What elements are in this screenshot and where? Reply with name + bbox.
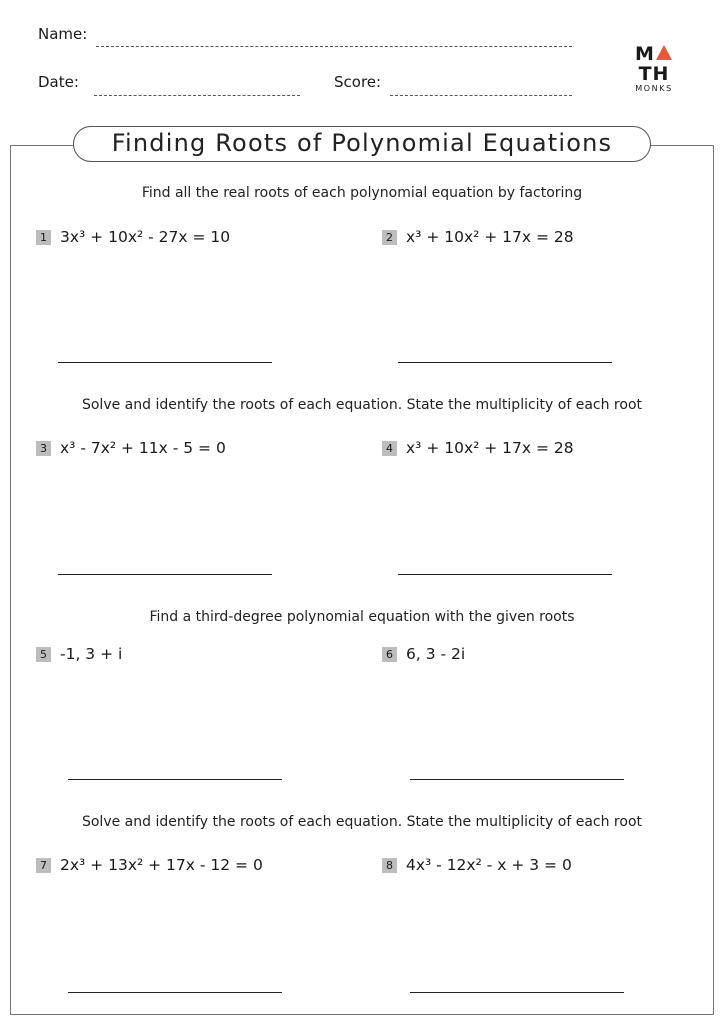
answer-line-8[interactable] [410,992,624,993]
logo-text-left: M [635,43,655,65]
problem-expression: 3x³ + 10x² - 27x = 10 [60,228,231,246]
date-field[interactable] [94,95,300,96]
section-4-instruction: Solve and identify the roots of each equation. State the multiplicity of each root [81,814,643,830]
score-field[interactable] [390,95,572,96]
answer-line-2[interactable] [398,362,612,363]
problem-number-badge: 4 [382,441,397,456]
problem-number-badge: 8 [382,858,397,873]
problem-expression: x³ + 10x² + 17x = 28 [406,439,574,457]
problem-number-badge: 2 [382,230,397,245]
problem-expression: 2x³ + 13x² + 17x - 12 = 0 [60,856,263,874]
problem-number-badge: 3 [36,441,51,456]
logo-text-right: TH [638,63,670,85]
problem-5 [36,645,122,663]
problem-number-badge: 1 [36,230,51,245]
problem-number-badge: 6 [382,647,397,662]
math-monks-logo [622,44,686,94]
worksheet-frame [10,145,714,1015]
date-label: Date: [38,73,79,91]
problem-number-badge: 5 [36,647,51,662]
answer-line-5[interactable] [68,779,282,780]
problem-7 [36,856,263,874]
section-1-instruction: Find all the real roots of each polynomial equation by factoring [141,185,583,201]
problem-expression: 4x³ - 12x² - x + 3 = 0 [406,856,572,874]
name-field[interactable] [96,46,572,47]
problem-expression: x³ + 10x² + 17x = 28 [406,228,574,246]
section-3-instruction: Find a third-degree polynomial equation with the given roots [149,609,575,625]
problem-number-badge: 7 [36,858,51,873]
problem-expression: x³ - 7x² + 11x - 5 = 0 [60,439,226,457]
problem-1 [36,228,230,246]
problem-8 [382,856,572,874]
answer-line-3[interactable] [58,574,272,575]
answer-line-6[interactable] [410,779,624,780]
answer-line-4[interactable] [398,574,612,575]
problem-3 [36,439,226,457]
problem-6 [382,645,465,663]
problem-expression: -1, 3 + i [60,645,123,663]
name-label: Name: [38,25,88,43]
logo-triangle-icon [656,45,672,60]
problem-expression: 6, 3 - 2i [406,645,466,663]
section-2-instruction: Solve and identify the roots of each equation. State the multiplicity of each root [81,397,643,413]
answer-line-7[interactable] [68,992,282,993]
problem-2 [382,228,574,246]
answer-line-1[interactable] [58,362,272,363]
logo-subtext: MONKS [635,84,673,93]
score-label: Score: [334,73,382,91]
worksheet-title: Finding Roots of Polynomial Equations [73,126,651,162]
problem-4 [382,439,574,457]
